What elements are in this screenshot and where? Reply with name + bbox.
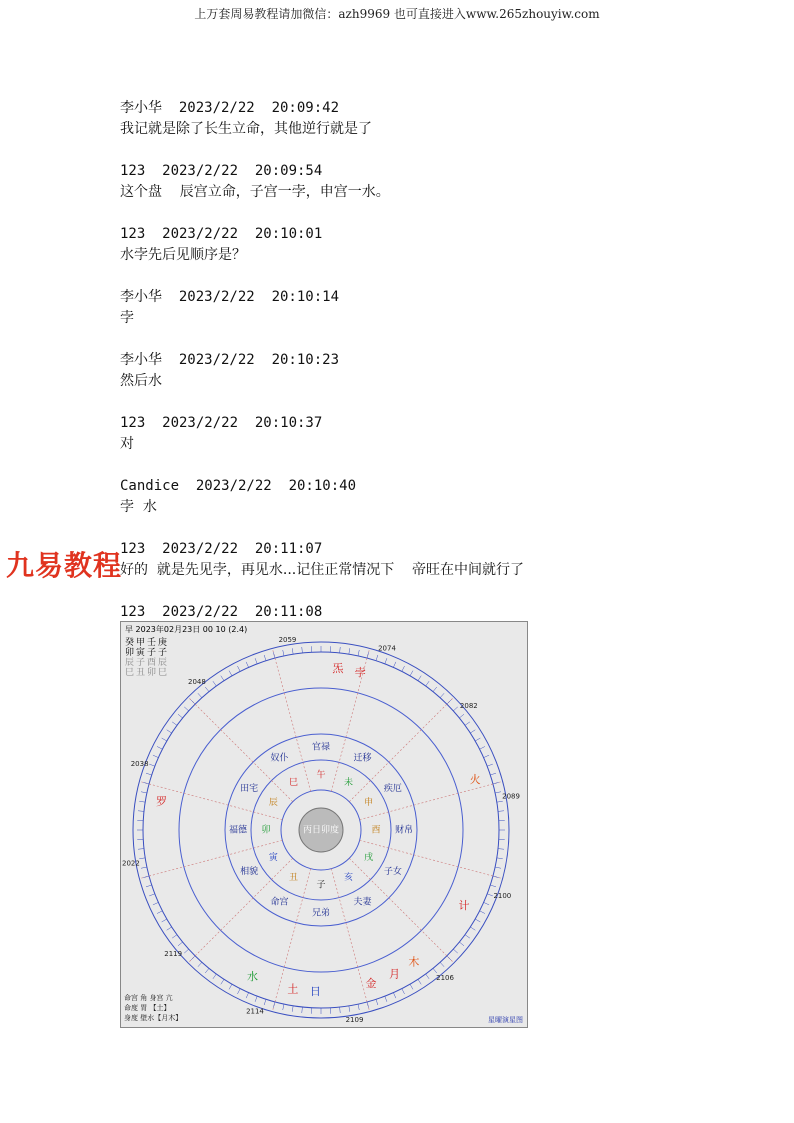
chart-footer-line: 身度 壁水【月木】	[124, 1014, 183, 1022]
message-text: 孛 水	[120, 499, 157, 515]
degree-tick	[198, 962, 202, 966]
degree-tick	[153, 755, 158, 757]
degree-tick	[139, 801, 145, 802]
degree-tick	[465, 722, 470, 726]
degree-tick	[157, 911, 162, 914]
watermark-logo: 九易教程	[6, 549, 123, 582]
degree-tick	[184, 949, 188, 953]
degree-tick	[167, 730, 172, 733]
chat-message	[120, 161, 740, 203]
star-glyph: 木	[408, 955, 420, 969]
star-glyph: 孛	[354, 665, 366, 679]
degree-tick	[453, 707, 457, 711]
chart-footer-line: 命度 胃 【土】	[124, 1004, 171, 1012]
star-glyph: 土	[287, 982, 299, 996]
degree-tick	[184, 707, 188, 711]
degree-tick	[470, 927, 475, 930]
message-meta: Candice 2023/2/22 20:10:40	[120, 478, 357, 494]
degree-tick	[138, 811, 144, 812]
palace-label: 田宅	[240, 784, 259, 794]
degree-tick	[213, 974, 217, 979]
degree-tick	[229, 671, 232, 676]
branch-label: 卯	[261, 825, 271, 836]
branch-label: 亥	[343, 873, 354, 884]
ganzhi-row: 卯寅子子	[125, 648, 170, 658]
degree-tick	[459, 714, 464, 718]
degree-tick	[376, 999, 378, 1005]
degree-tick	[141, 792, 147, 793]
palace-label: 兄弟	[311, 908, 331, 919]
degree-tick	[172, 935, 177, 939]
degree-tick	[205, 687, 209, 692]
year-label: 2089	[502, 792, 520, 801]
palace-label: 相貌	[240, 867, 259, 877]
degree-tick	[172, 722, 177, 726]
palace-label: 官禄	[311, 742, 331, 753]
degree-tick	[264, 999, 266, 1005]
message-meta: 123 2023/2/22 20:11:08	[120, 604, 323, 620]
ganzhi-row: 辰子酉辰	[125, 658, 170, 668]
degree-tick	[487, 764, 493, 766]
degree-tick	[138, 849, 144, 850]
degree-tick	[484, 902, 489, 904]
chat-message	[120, 350, 740, 392]
palace-label: 疾厄	[383, 784, 402, 794]
chat-message	[120, 413, 740, 455]
degree-tick	[498, 849, 504, 850]
degree-tick	[358, 1004, 359, 1010]
degree-tick	[490, 773, 496, 775]
degree-tick	[402, 666, 405, 671]
chat-message	[120, 287, 740, 329]
degree-tick	[340, 647, 341, 653]
degree-tick	[292, 1006, 293, 1012]
branch-label: 午	[316, 770, 326, 781]
degree-tick	[246, 662, 248, 667]
star-glyph: 炁	[332, 661, 344, 675]
branch-label: 子	[316, 880, 326, 891]
year-label: 2109	[345, 1016, 364, 1025]
center-label: 丙日卯度	[302, 825, 340, 836]
degree-tick	[475, 738, 480, 741]
degree-tick	[302, 647, 303, 653]
page-header: 上万套周易教程请加微信：azh9969 也可直接进入www.265zhouyiw.com	[194, 7, 600, 21]
message-meta: 123 2023/2/22 20:11:07	[120, 541, 323, 557]
year-label: 2114	[246, 1007, 264, 1016]
degree-tick	[229, 984, 232, 989]
degree-tick	[475, 919, 480, 922]
degree-tick	[433, 687, 437, 692]
ganzhi-row: 癸甲壬庚	[125, 638, 170, 648]
sector-divider	[360, 781, 503, 819]
message-text: 这个盘 辰宫立命，子宫一孛，申宫一水。	[120, 184, 390, 200]
degree-tick	[273, 1002, 275, 1008]
degree-tick	[349, 1006, 350, 1012]
degree-tick	[143, 782, 149, 784]
message-text: 我记就是除了长生立命，其他逆行就是了	[120, 121, 372, 137]
degree-tick	[393, 993, 395, 998]
star-glyph: 水	[247, 969, 259, 983]
degree-tick	[149, 894, 155, 896]
message-text: 好的 就是先见孛，再见水...记住正常情况下 帝旺在中间就行了	[120, 562, 525, 578]
ganzhi-row: 巳丑卯巳	[125, 668, 170, 678]
year-label: 2119	[164, 950, 183, 959]
degree-tick	[447, 956, 451, 960]
degree-tick	[426, 681, 430, 686]
degree-tick	[490, 885, 496, 887]
year-label: 2100	[493, 892, 512, 901]
year-label: 2038	[130, 759, 149, 768]
degree-tick	[453, 949, 457, 953]
branch-label: 辰	[268, 798, 278, 808]
star-glyph: 火	[469, 772, 481, 786]
year-label: 2059	[278, 635, 297, 644]
degree-tick	[480, 746, 485, 749]
degree-tick	[440, 693, 444, 697]
degree-tick	[221, 676, 224, 681]
branch-label: 申	[364, 798, 374, 808]
message-text: 对	[120, 436, 134, 452]
degree-tick	[498, 811, 504, 812]
degree-tick	[493, 782, 499, 784]
branch-label: 巳	[288, 777, 299, 788]
degree-tick	[470, 730, 475, 733]
degree-tick	[493, 876, 499, 878]
degree-tick	[162, 738, 167, 741]
degree-tick	[191, 956, 195, 960]
message-meta: 李小华 2023/2/22 20:10:14	[120, 289, 340, 305]
message-meta: 123 2023/2/22 20:09:54	[120, 163, 323, 179]
degree-tick	[221, 979, 224, 984]
branch-label: 寅	[268, 853, 278, 863]
star-glyph: 计	[458, 899, 470, 913]
degree-tick	[178, 714, 183, 718]
degree-tick	[385, 996, 387, 1002]
degree-tick	[440, 962, 444, 966]
degree-tick	[237, 989, 240, 994]
degree-tick	[273, 652, 275, 658]
degree-tick	[302, 1007, 303, 1013]
degree-tick	[178, 942, 183, 946]
year-label: 2106	[436, 973, 454, 982]
message-meta: 123 2023/2/22 20:10:37	[120, 415, 323, 431]
palace-label: 福德	[228, 825, 248, 836]
degree-tick	[255, 996, 257, 1002]
chat-message	[120, 98, 740, 140]
sector-divider	[139, 840, 282, 878]
degree-tick	[497, 858, 503, 859]
message-text: 水孛先后见顺序是？	[120, 247, 246, 263]
branch-label: 酉	[371, 825, 381, 836]
degree-tick	[410, 671, 413, 676]
degree-tick	[487, 894, 493, 896]
palace-label: 财帛	[394, 825, 414, 836]
star-glyph: 罗	[155, 794, 167, 808]
degree-tick	[143, 876, 149, 878]
palace-label: 子女	[383, 867, 402, 877]
degree-tick	[410, 984, 413, 989]
star-glyph: 月	[389, 967, 401, 981]
degree-tick	[402, 989, 405, 994]
degree-tick	[198, 693, 202, 697]
degree-tick	[465, 935, 470, 939]
degree-tick	[292, 648, 293, 654]
chart-brand: 星曜演星图	[488, 1016, 523, 1024]
chat-message	[120, 476, 740, 518]
degree-tick	[141, 867, 147, 868]
chart-title: 早 2023年02月23日 00 10 (2.4)	[125, 625, 248, 634]
degree-tick	[340, 1007, 341, 1013]
degree-tick	[367, 652, 369, 658]
chat-message	[120, 602, 740, 623]
degree-tick	[264, 655, 266, 661]
chat-log	[120, 98, 740, 644]
chat-message	[120, 224, 740, 266]
degree-tick	[358, 650, 359, 656]
year-label: 2048	[188, 678, 206, 687]
palace-label: 奴仆	[270, 753, 289, 764]
degree-tick	[283, 1004, 284, 1010]
palace-label: 命宫	[270, 897, 289, 908]
degree-tick	[162, 919, 167, 922]
degree-tick	[447, 700, 451, 704]
degree-tick	[153, 902, 158, 904]
star-glyph: 日	[309, 984, 321, 998]
sector-divider	[272, 648, 310, 791]
sector-divider	[331, 869, 369, 1012]
degree-tick	[213, 681, 217, 686]
degree-tick	[149, 764, 155, 766]
degree-tick	[191, 700, 195, 704]
degree-tick	[246, 993, 248, 998]
degree-tick	[495, 867, 501, 868]
degree-tick	[393, 662, 395, 667]
degree-tick	[484, 755, 489, 757]
palace-label: 迁移	[353, 753, 372, 764]
astrology-chart	[120, 621, 528, 1028]
star-glyph: 金	[365, 977, 377, 991]
message-meta: 李小华 2023/2/22 20:10:23	[120, 352, 340, 368]
message-meta: 李小华 2023/2/22 20:09:42	[120, 100, 340, 116]
degree-tick	[495, 792, 501, 793]
chart-wheel	[121, 622, 527, 1027]
degree-tick	[205, 968, 209, 973]
chat-message	[120, 539, 740, 581]
degree-tick	[283, 650, 284, 656]
year-label: 2082	[459, 701, 478, 710]
degree-tick	[139, 858, 145, 859]
degree-tick	[426, 974, 430, 979]
year-label: 2074	[378, 644, 396, 653]
degree-tick	[146, 773, 152, 775]
message-text: 然后水	[120, 373, 162, 389]
degree-tick	[255, 658, 257, 664]
degree-tick	[459, 942, 464, 946]
branch-label: 丑	[288, 873, 299, 884]
degree-tick	[349, 648, 350, 654]
palace-label: 夫妻	[353, 897, 372, 908]
message-meta: 123 2023/2/22 20:10:01	[120, 226, 323, 242]
degree-tick	[480, 911, 485, 914]
degree-tick	[157, 746, 162, 749]
degree-tick	[497, 801, 503, 802]
branch-label: 未	[343, 777, 354, 788]
degree-tick	[167, 927, 172, 930]
branch-label: 戌	[364, 853, 374, 863]
year-label: 2022	[122, 859, 140, 868]
degree-tick	[418, 979, 421, 984]
degree-tick	[433, 968, 437, 973]
degree-tick	[146, 885, 152, 887]
sector-divider	[360, 840, 503, 878]
degree-tick	[237, 666, 240, 671]
degree-tick	[367, 1002, 369, 1008]
degree-tick	[385, 658, 387, 664]
degree-tick	[418, 676, 421, 681]
degree-tick	[376, 655, 378, 661]
message-text: 孛	[120, 310, 134, 326]
chart-footer-line: 命宫 角 身宫 亢	[124, 994, 173, 1002]
